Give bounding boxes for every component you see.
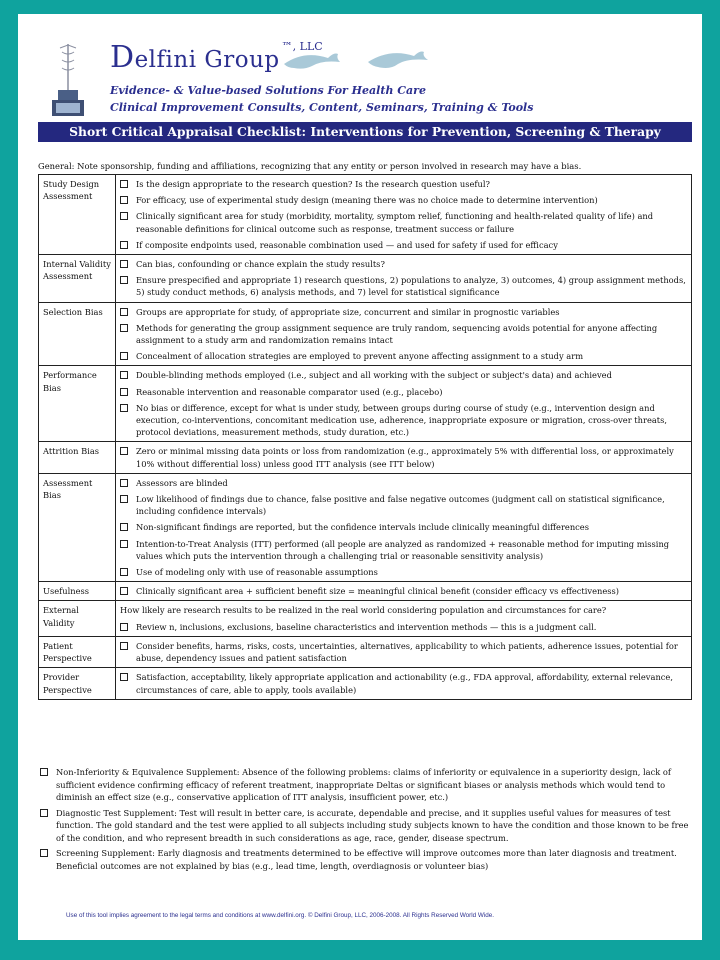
- category-label: Internal Validity Assessment: [39, 255, 116, 303]
- checkbox[interactable]: [40, 768, 48, 776]
- checkbox[interactable]: [120, 587, 128, 595]
- checkbox[interactable]: [120, 479, 128, 487]
- checkbox[interactable]: [120, 260, 128, 268]
- checkbox[interactable]: [120, 447, 128, 455]
- checklist-item: [120, 274, 687, 298]
- item-text: Reasonable intervention and reasonable comparator used (e.g., placebo): [136, 386, 443, 397]
- supplement-text: Screening Supplement: Early diagnosis and treatments determined to be effective will improve outcomes more than later diagnosis and treatment. Beneficial outcomes are not explained by bias (e.g., lead time, length, overdiagnosis or volunteer bias): [56, 848, 677, 871]
- item-text: Clinically significant area + sufficient benefit size = meaningful clinical benefit (consider efficacy vs effectiveness): [136, 586, 620, 597]
- checkbox[interactable]: [120, 642, 128, 650]
- supplement-item: [38, 847, 698, 872]
- checkbox[interactable]: [120, 212, 128, 220]
- item-text: Can bias, confounding or chance explain the study results?: [136, 259, 385, 270]
- footer-legal: Use of this tool implies agreement to the legal terms and conditions at www.delfini.org. © Delfini Group, LLC, 2006-2008. All Rights Reserved World Wide.: [66, 912, 495, 919]
- checklist-item: [120, 322, 687, 346]
- item-text: For efficacy, use of experimental study design (meaning there was no choice made to determine intervention): [136, 195, 598, 206]
- criteria-cell: [116, 668, 692, 699]
- supplement-item: [38, 766, 698, 804]
- category-label: External Validity: [39, 601, 116, 636]
- checkbox[interactable]: [120, 352, 128, 360]
- checklist-item: [120, 239, 687, 251]
- checklist-item: [120, 477, 687, 489]
- category-label: Selection Bias: [39, 302, 116, 366]
- checkbox[interactable]: [120, 180, 128, 188]
- checkbox[interactable]: [120, 371, 128, 379]
- category-label: Attrition Bias: [39, 442, 116, 473]
- checkbox[interactable]: [120, 404, 128, 412]
- supplement-text: Non-Inferiority & Equivalence Supplement: Absence of the following problems: claims of inferiority or equivalence in a superiority design, lack of sufficient evidence confirming efficacy of referent treatment, inappropriate Deltas or significant biases or analysis methods which would tend to diminish an effect size (e.g., conservative application of ITT analysis, insufficient power, etc.): [56, 767, 671, 802]
- checklist-item: [120, 640, 687, 664]
- criteria-cell: [116, 601, 692, 636]
- supplements: [38, 766, 698, 875]
- item-text: Low likelihood of findings due to chance, false positive and false negative outcomes (judgment call on statistical significance, including confidence intervals): [136, 494, 665, 517]
- item-text: Groups are appropriate for study, of appropriate size, concurrent and similar in prognostic variables: [136, 306, 560, 317]
- criteria-cell: [116, 636, 692, 667]
- criteria-lead: How likely are research results to be realized in the real world considering population and circumstances for care?: [120, 605, 607, 616]
- checklist-item: [120, 194, 687, 206]
- tagline-secondary: Clinical Improvement Consults, Content, Seminars, Training & Tools: [110, 101, 534, 114]
- table-row: [39, 636, 692, 667]
- criteria-cell: [116, 442, 692, 473]
- table-row: [39, 473, 692, 581]
- checklist-table: [38, 174, 692, 700]
- checkbox[interactable]: [120, 523, 128, 531]
- checklist-item: [120, 369, 687, 381]
- category-label: Patient Perspective: [39, 636, 116, 667]
- table-row: [39, 582, 692, 601]
- supplement-item: [38, 807, 698, 845]
- item-text: Is the design appropriate to the research question? Is the research question useful?: [136, 179, 490, 189]
- table-row: [39, 442, 692, 473]
- checkbox[interactable]: [40, 849, 48, 857]
- checklist-item: [120, 671, 687, 695]
- checklist-title: Short Critical Appraisal Checklist: Interventions for Prevention, Screening & Therapy: [38, 122, 692, 142]
- checkbox[interactable]: [40, 809, 48, 817]
- checkbox[interactable]: [120, 196, 128, 204]
- item-text: Satisfaction, acceptability, likely appropriate application and actionability (e.g., FDA approval, affordability, external relevance, circumstances of care, able to apply, tools available): [136, 672, 673, 695]
- item-text: Consider benefits, harms, risks, costs, uncertainties, alternatives, applicability to which patients, adherence issues, potential for abuse, dependency issues and patient satisfaction: [136, 640, 678, 664]
- criteria-cell: [116, 255, 692, 303]
- table-row: [39, 175, 692, 255]
- supplement-text: Diagnostic Test Supplement: Test will result in better care, is accurate, dependable and precise, and it supplies useful values for measures of test function. The gold standard and the test were applied to all subjects including study subjects known to have the condition and those known to be free of the condition, and who represent breadth in such considerations as age, race, gender, disease spectrum.: [56, 807, 689, 843]
- item-text: Assessors are blinded: [136, 477, 228, 488]
- checkbox[interactable]: [120, 540, 128, 548]
- table-row: [39, 302, 692, 366]
- checkbox[interactable]: [120, 673, 128, 681]
- category-label: Assessment Bias: [39, 473, 116, 581]
- item-text: No bias or difference, except for what is under study, between groups during course of study (e.g., intervention design and execution, co-interventions, concomitant medication use, adherence, inappropriate exposure or migration, cross-over threats, protocol deviations, measurement methods, study duration, etc.): [136, 402, 668, 438]
- criteria-cell: [116, 582, 692, 601]
- item-text: Review n, inclusions, exclusions, baseline characteristics and intervention methods — this is a judgment call.: [136, 621, 597, 632]
- checklist-item: [120, 210, 687, 234]
- checklist-item: [120, 445, 687, 469]
- checkbox[interactable]: [120, 568, 128, 576]
- checkbox[interactable]: [120, 324, 128, 332]
- item-text: Double-blinding methods employed (i.e., subject and all working with the subject or subject's data) and achieved: [136, 370, 612, 381]
- checklist-item: [120, 350, 687, 362]
- checkbox[interactable]: [120, 241, 128, 249]
- category-label: Provider Perspective: [39, 668, 116, 699]
- dolphins-icon: [282, 42, 432, 82]
- item-text: Intention-to-Treat Analysis (ITT) performed (all people are analyzed as randomized + reasonable method for imputing missing values which puts the intervention through a challenging trial or reasonable sensitivity analysis): [136, 538, 670, 561]
- checklist-item: [120, 386, 687, 398]
- table-row: [39, 668, 692, 699]
- category-label: Study Design Assessment: [39, 175, 116, 255]
- checklist-item: [120, 402, 687, 439]
- item-text: Ensure prespecified and appropriate 1) research questions, 2) populations to analyze, 3) outcomes, 4) group assignment methods, 5) study conduct methods, 6) analysis methods, and 7) level for statistical significance: [136, 275, 686, 298]
- table-row: [39, 255, 692, 303]
- checklist-item: [120, 493, 687, 517]
- item-text: Clinically significant area for study (morbidity, mortality, symptom relief, functioning and health-related quality of life) and reasonable definitions for clinical outcome such as response, treatment success or failure: [136, 211, 654, 234]
- checkbox[interactable]: [120, 388, 128, 396]
- criteria-cell: [116, 366, 692, 442]
- item-text: Zero or minimal missing data points or loss from randomization (e.g., approximately 5% with differential loss, or approximately 10% without differential loss) unless good ITT analysis (see ITT below): [136, 446, 674, 469]
- header: [18, 14, 702, 118]
- general-note: General: Note sponsorship, funding and affiliations, recognizing that any entity or person involved in research may have a bias.: [38, 161, 582, 171]
- caduceus-logo-icon: [48, 42, 88, 118]
- item-text: Use of modeling only with use of reasonable assumptions: [136, 567, 378, 578]
- checklist-item: [120, 258, 687, 270]
- criteria-cell: [116, 302, 692, 366]
- criteria-cell: [116, 473, 692, 581]
- category-label: Performance Bias: [39, 366, 116, 442]
- tagline-primary: Evidence- & Value-based Solutions For Health Care: [110, 84, 426, 97]
- checklist-item: [120, 178, 687, 190]
- item-text: Non-significant findings are reported, but the confidence intervals include clinically meaningful differences: [136, 522, 589, 533]
- checklist-item: [120, 306, 687, 318]
- criteria-cell: [116, 175, 692, 255]
- item-text: Methods for generating the group assignment sequence are truly random, sequencing avoids potential for anyone affecting assignment to a study arm and randomization remains intact: [136, 322, 658, 346]
- checkbox[interactable]: [120, 623, 128, 631]
- checklist-item: [120, 585, 687, 597]
- checklist-item: [120, 521, 687, 533]
- checklist-page: [18, 14, 702, 940]
- checkbox[interactable]: [120, 308, 128, 316]
- brand-name: Delfini Group$^{™, LLC}$: [110, 40, 323, 75]
- table-row: [39, 601, 692, 636]
- checkbox[interactable]: [120, 495, 128, 503]
- checklist-item: [120, 621, 687, 633]
- item-text: If composite endpoints used, reasonable combination used — and used for safety if used for efficacy: [136, 239, 558, 250]
- checklist-item: [120, 566, 687, 578]
- table-row: [39, 366, 692, 442]
- checklist-item: [120, 538, 687, 562]
- checkbox[interactable]: [120, 276, 128, 284]
- category-label: Usefulness: [39, 582, 116, 601]
- item-text: Concealment of allocation strategies are employed to prevent anyone affecting assignment to a study arm: [136, 351, 584, 362]
